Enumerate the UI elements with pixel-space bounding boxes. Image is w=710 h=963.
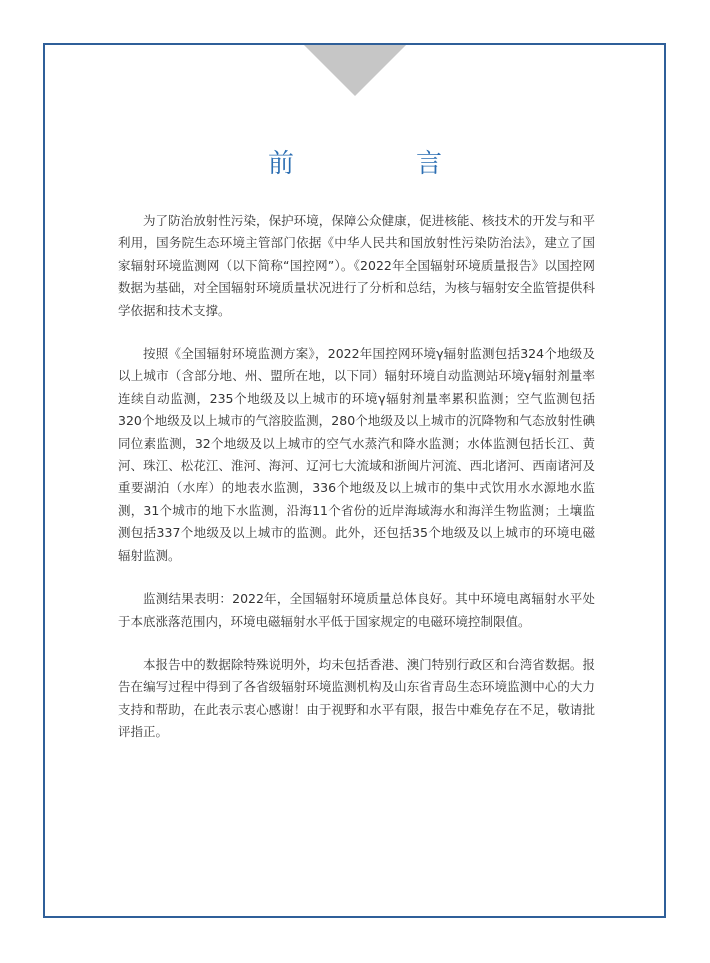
preface-paragraph-3: 监测结果表明：2022年，全国辐射环境质量总体良好。其中环境电离辐射水平处于本底涨落范围内，环境电磁辐射水平低于国家规定的电磁环境控制限值。 bbox=[118, 591, 595, 629]
preface-paragraph-1: 为了防治放射性污染，保护环境，保障公众健康，促进核能、核技术的开发与和平利用，国务院生态环境主管部门依据《中华人民共和国放射性污染防治法》，建立了国家辐射环境监测网（以下简称“国控网”）。《2022年全国辐射环境质量报告》以国控网数据为基础，对全国辐射环境质量状况进行了分析和总结，为核与辐射安全监管提供科学依据和技术支撑。 bbox=[118, 213, 595, 318]
preface-paragraph-2: 按照《全国辐射环境监测方案》，2022年国控网环境γ辐射监测包括324个地级及以上城市（含部分地、州、盟所在地，以下同）辐射环境自动监测站环境γ辐射剂量率连续自动监测，235个地级及以上城市的环境γ辐射剂量率累积监测；空气监测包括320个地级及以上城市的气溶胶监测，280个地级及以上城市的沉降物和气态放射性碘同位素监测，32个地级及以上城市的空气水蒸汽和降水监测；水体监测包括长江、黄河、珠江、松花江、淮河、海河、辽河七大流域和浙闽片河流、西北诸河、西南诸河及重要湖泊（水库）的地表水监测，336个地级及以上城市的集中式饮用水水源地水监测，31个城市的地下水监测，沿海11个省份的近岸海域海水和海洋生物监测；土壤监测包括337个地级及以上城市的监测。此外，还包括35个地级及以上城市的环境电磁辐射监测。 bbox=[118, 346, 595, 563]
preface-body bbox=[118, 210, 595, 765]
page-title: 前 言 bbox=[267, 149, 490, 179]
preface-paragraph-4: 本报告中的数据除特殊说明外，均未包括香港、澳门特别行政区和台湾省数据。报告在编写过程中得到了各省级辐射环境监测机构及山东省青岛生态环境监测中心的大力支持和帮助，在此表示衷心感谢！由于视野和水平有限，报告中难免存在不足，敬请批评指正。 bbox=[118, 656, 595, 740]
decorative-triangle bbox=[304, 45, 406, 96]
